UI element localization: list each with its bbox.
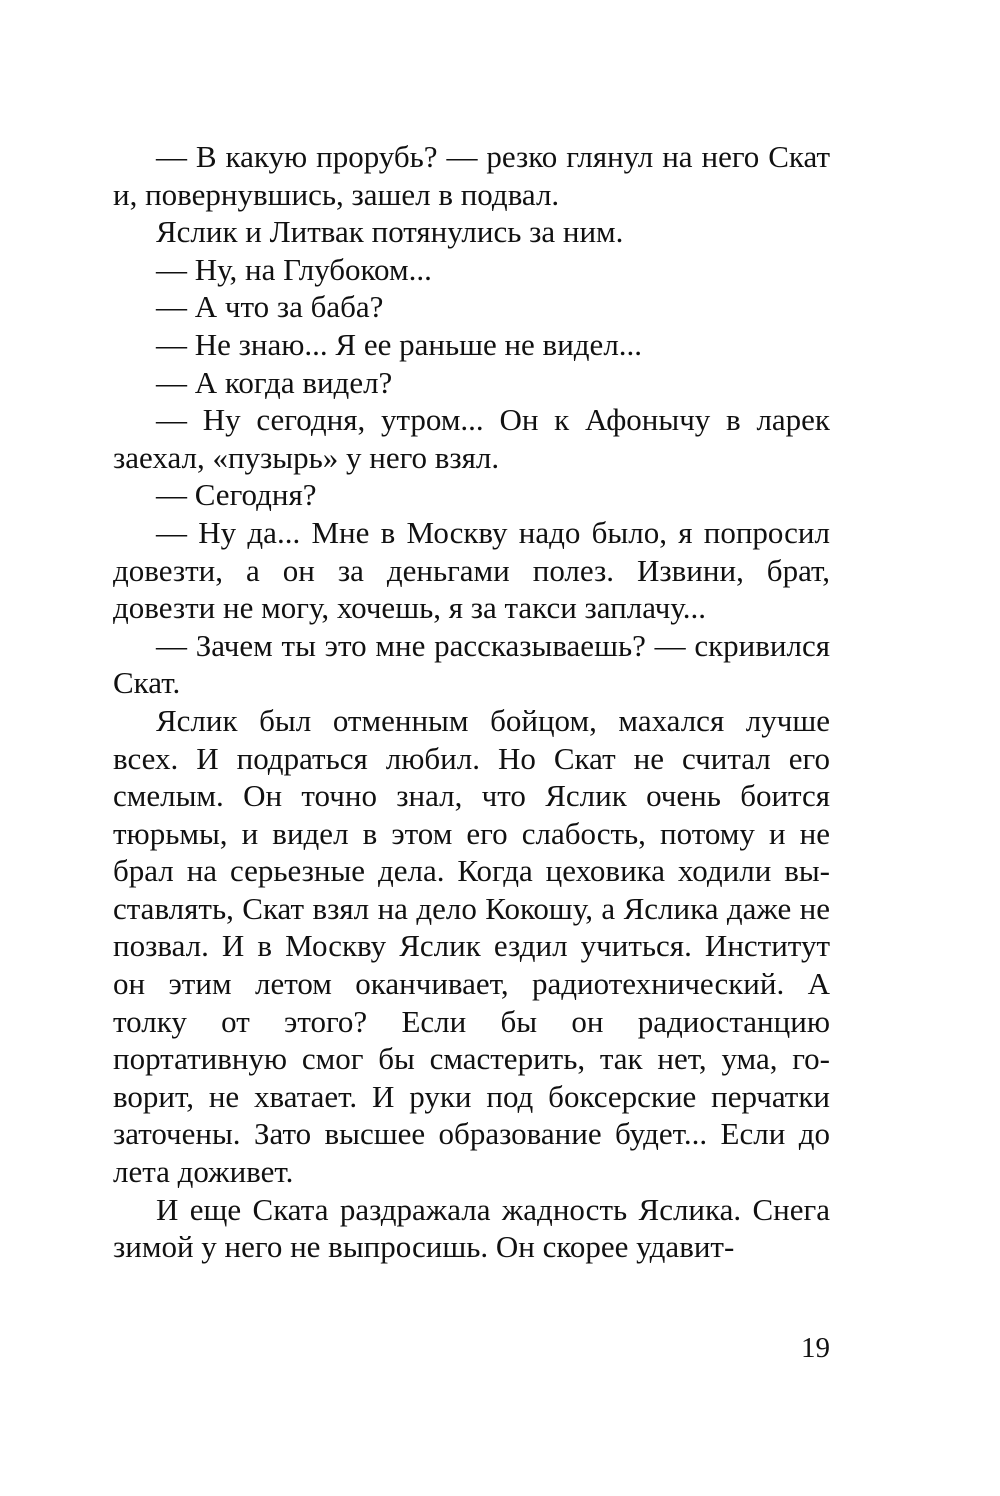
paragraph-11: Яслик был отменным бойцом, махался лучше всех. И подраться любил. Но Скат не считал его смелым. Он точно знал, что Яслик очень боится тюрьмы, и видел в этом его слабость, потому и не брал на серьезные дела. Когда цеховика ходили выставлять, Скат взял на дело Кокошу, а Яслика даже не позвал. И в Москву Яслик ездил учиться. Институт он этим летом оканчивает, радиотехнический. А толку от этого? Если бы он радиостанцию портативную смог бы смастерить, так нет, ума, говорит, не хватает. И руки под боксерские перчатки заточены. Зато высшее образование будет... Если до лета доживет. (113, 702, 830, 1190)
paragraph-4: — А что за баба? (156, 289, 384, 325)
paragraph-8: — Сегодня? (156, 477, 317, 513)
paragraph-2: Яслик и Литвак потянулись за ним. (156, 214, 624, 250)
page-number: 19 (801, 1332, 830, 1364)
body-text (113, 138, 830, 1266)
paragraph-10: — Зачем ты это мне рассказываешь? — скривился Скат. (113, 627, 830, 701)
paragraph-12: И еще Ската раздражала жадность Яслика. Снега зимой у него не выпросишь. Он скорее удавит- (113, 1191, 830, 1265)
paragraph-3: — Ну, на Глубоком... (156, 251, 432, 287)
paragraph-5: — Не знаю... Я ее раньше не видел... (156, 326, 643, 362)
paragraph-9: — Ну да... Мне в Москву надо было, я попросил довезти, а он за деньгами полез. Извини, брат, довезти не могу, хочешь, я за такси заплачу... (113, 514, 830, 626)
paragraph-7: — Ну сегодня, утром... Он к Афонычу в ларек заехал, «пузырь» у него взял. (113, 402, 830, 475)
paragraph-1: — В какую прорубь? — резко глянул на него Скат и, повернувшись, зашел в подвал. (113, 139, 830, 212)
paragraph-6: — А когда видел? (156, 364, 393, 400)
